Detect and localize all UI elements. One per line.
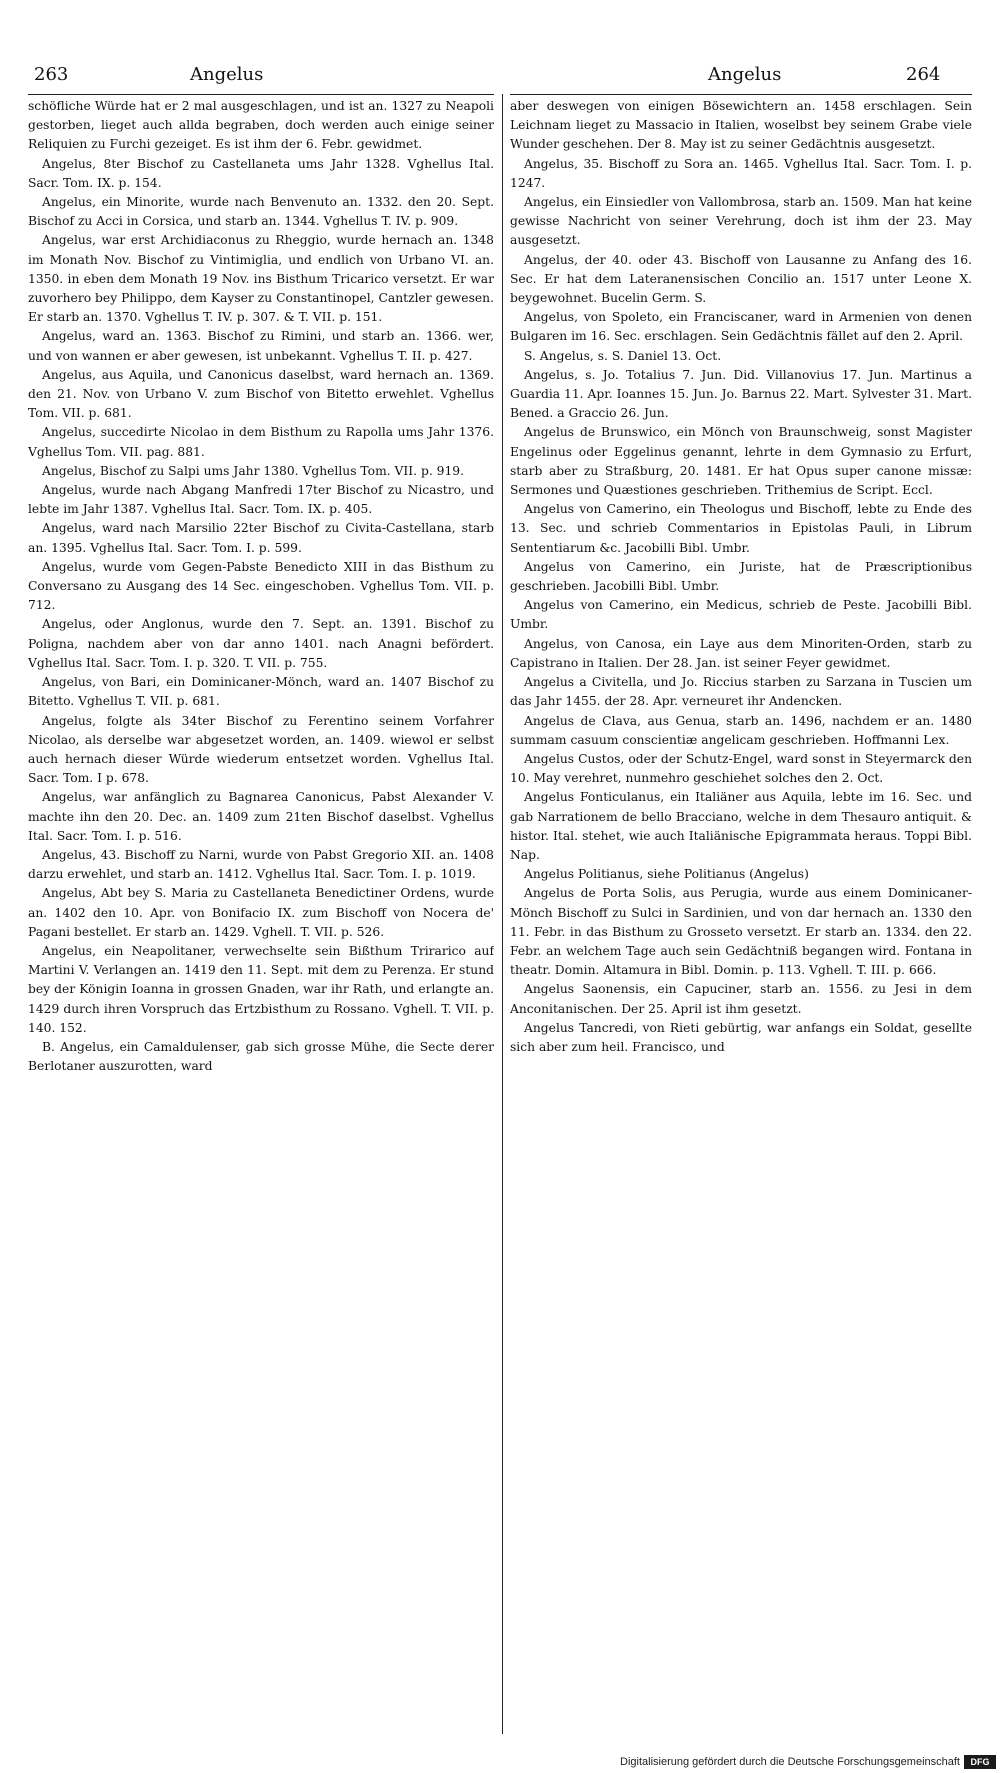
dictionary-entry: Angelus, folgte als 34ter Bischof zu Ferentino seinem Vorfahrer Nicolao, als derselbe war abgesetzet worden, an. 1409. wiewol er selbst auch hernach dieser Würde wiederum entsetzet worden. Vghellus Ital. Sacr. Tom. I p. 678. bbox=[28, 713, 494, 786]
dictionary-entry: Angelus, von Bari, ein Dominicaner-Mönch, ward an. 1407 Bischof zu Bitetto. Vghellus T. VII. p. 681. bbox=[28, 675, 494, 709]
dictionary-entry: schöfliche Würde hat er 2 mal ausgeschlagen, und ist an. 1327 zu Neapoli gestorben, lieget auch allda begraben, doch werden auch einige seiner Reliquien zu Furchi gezeiget. Es ist ihm der 6. Febr. gewidmet. bbox=[28, 99, 494, 152]
dictionary-entry: Angelus, ein Minorite, wurde nach Benvenuto an. 1332. den 20. Sept. Bischof zu Acci in Corsica, und starb an. 1344. Vghellus T. IV. p. 909. bbox=[28, 195, 494, 229]
dictionary-entry: Angelus de Brunswico, ein Mönch von Braunschweig, sonst Magister Engelinus oder Eggelinus genannt, lehrte in dem Gymnasio zu Erfurt, starb aber zu Straßburg, 20. 1481. Er hat Opus super canone missæ: Sermones und Quæstiones geschrieben. Trithemius de Script. Eccl. bbox=[510, 425, 972, 498]
dictionary-entry: Angelus, s. Jo. Totalius 7. Jun. Did. Villanovius 17. Jun. Martinus a Guardia 11. Apr. Ioannes 15. Jun. Jo. Barnus 22. Mart. Sylvester 31. Mart. Bened. a Graccio 26. Jun. bbox=[510, 367, 972, 421]
dictionary-entry: Angelus, aus Aquila, und Canonicus daselbst, ward hernach an. 1369. den 21. Nov. von Urbano V. zum Bischof von Bitetto erwehlet. Vghellus Tom. VII. p. 681. bbox=[28, 367, 494, 421]
dictionary-entry: Angelus, oder Anglonus, wurde den 7. Sept. an. 1391. Bischof zu Poligna, nachdem aber von dar anno 1401. nach Anagni befördert. Vghellus Ital. Sacr. Tom. I. p. 320. T. VII. p. 755. bbox=[28, 617, 494, 670]
left-running-head: Angelus bbox=[190, 64, 264, 85]
dictionary-entry: Angelus de Clava, aus Genua, starb an. 1496, nachdem er an. 1480 summam casuum conscientiæ angelicam geschrieben. Hoffmanni Lex. bbox=[510, 713, 972, 747]
dictionary-entry: B. Angelus, ein Camaldulenser, gab sich grosse Mühe, die Secte derer Berlotaner auszurotten, ward bbox=[28, 1039, 494, 1074]
dictionary-entry: Angelus, Bischof zu Salpi ums Jahr 1380. Vghellus Tom. VII. p. 919. bbox=[42, 463, 465, 478]
dfg-logo: DFG bbox=[964, 1755, 996, 1769]
dictionary-entry: Angelus, Abt bey S. Maria zu Castellaneta Benedictiner Ordens, wurde an. 1402 den 10. Apr. von Bonifacio IX. zum Bischoff von Nocera de' Pagani bestellet. Er starb an. 1429. Vghell. T. VII. p. 526. bbox=[28, 886, 494, 939]
dictionary-entry: Angelus von Camerino, ein Juriste, hat de Præscriptionibus geschrieben. Jacobilli Bibl. Umbr. bbox=[510, 559, 972, 594]
dictionary-entry: Angelus, wurde vom Gegen-Pabste Benedicto XIII in das Bisthum zu Conversano zu Ausgang des 14 Sec. eingeschoben. Vghellus Tom. VII. p. 712. bbox=[28, 559, 494, 613]
dictionary-entry: Angelus, succedirte Nicolao in dem Bisthum zu Rapolla ums Jahr 1376. Vghellus Tom. VII. pag. 881. bbox=[28, 425, 494, 459]
text-columns bbox=[28, 94, 972, 1734]
dictionary-entry: S. Angelus, s. S. Daniel 13. Oct. bbox=[524, 348, 722, 363]
dictionary-entry: Angelus, wurde nach Abgang Manfredi 17ter Bischof zu Nicastro, und lebte im Jahr 1387. Vghellus Ital. Sacr. Tom. IX. p. 405. bbox=[28, 483, 494, 517]
dictionary-entry: Angelus, ward nach Marsilio 22ter Bischof zu Civita-Castellana, starb an. 1395. Vghellus Ital. Sacr. Tom. I. p. 599. bbox=[28, 521, 494, 555]
right-page-number: 264 bbox=[906, 64, 941, 85]
dictionary-entry: Angelus Tancredi, von Rieti gebürtig, war anfangs ein Soldat, gesellte sich aber zum heil. Francisco, und bbox=[510, 1020, 972, 1054]
dictionary-entry: Angelus de Porta Solis, aus Perugia, wurde aus einem Dominicaner-Mönch Bischoff zu Sulci in Sardinien, und von dar hernach an. 1330 den 11. Febr. in das Bisthum zu Grosseto versetzt. Er starb an. 1334. den 22. Febr. an welchem Tage auch sein Gedächtniß begangen wird. Fontana in theatr. Domin. Altamura in Bibl. Domin. p. 113. Vghell. T. III. p. 666. bbox=[510, 886, 972, 978]
dictionary-entry: Angelus von Camerino, ein Medicus, schrieb de Peste. Jacobilli Bibl. Umbr. bbox=[510, 598, 972, 632]
dictionary-entry: Angelus, 8ter Bischof zu Castellaneta ums Jahr 1328. Vghellus Ital. Sacr. Tom. IX. p. 154. bbox=[28, 156, 494, 190]
dictionary-entry: Angelus, ein Neapolitaner, verwechselte sein Bißthum Trirarico auf Martini V. Verlangen an. 1419 den 11. Sept. mit dem zu Perenza. Er stund bey der Königin Ioanna in grossen Gnaden, war ihr Rath, und erlangte an. 1429 durch ihren Vorspruch das Ertzbisthum zu Rossano. Vghell. T. VII. p. 140. 152. bbox=[28, 943, 494, 1035]
dictionary-entry: Angelus, von Canosa, ein Laye aus dem Minoriten-Orden, starb zu Capistrano in Italien. Der 28. Jan. ist seiner Feyer gewidmet. bbox=[510, 636, 972, 670]
dictionary-entry: Angelus, war erst Archidiaconus zu Rheggio, wurde hernach an. 1348 im Monath Nov. Bischof zu Vintimiglia, und endlich von Urbano VI. an. 1350. in eben dem Monath 19 Nov. ins Bisthum Tricarico versetzt. Er war zuvorhero bey Philippo, dem Kayser zu Constantinopel, Cantzler gewesen. Er starb an. 1370. Vghellus T. IV. p. 307. & T. VII. p. 151. bbox=[28, 233, 494, 325]
dictionary-entry: Angelus Custos, oder der Schutz-Engel, ward sonst in Steyermarck den 10. May verehret, nunmehro geschiehet solches den 2. Oct. bbox=[510, 751, 972, 786]
dictionary-entry: Angelus von Camerino, ein Theologus und Bischoff, lebte zu Ende des 13. Sec. und schrieb Commentarios in Epistolas Pauli, in Librum Sententiarum &c. Jacobilli Bibl. Umbr. bbox=[510, 502, 972, 555]
right-column bbox=[510, 94, 972, 1737]
right-running-head: Angelus bbox=[708, 64, 782, 85]
dictionary-entry: Angelus, ein Einsiedler von Vallombrosa, starb an. 1509. Man hat keine gewisse Nachricht von seiner Verehrung, doch ist ihm der 23. May ausgesetzt. bbox=[510, 195, 972, 248]
dictionary-entry: Angelus, war anfänglich zu Bagnarea Canonicus, Pabst Alexander V. machte ihn den 20. Dec. an. 1409 zum 21ten Bischof daselbst. Vghellus Ital. Sacr. Tom. I. p. 516. bbox=[28, 790, 494, 843]
book-page bbox=[28, 58, 972, 1738]
funding-credit: Digitalisierung gefördert durch die Deutsche Forschungsgemeinschaft bbox=[620, 1756, 960, 1768]
dictionary-entry: Angelus, 35. Bischoff zu Sora an. 1465. Vghellus Ital. Sacr. Tom. I. p. 1247. bbox=[510, 156, 972, 190]
dictionary-entry: Angelus Fonticulanus, ein Italiäner aus Aquila, lebte im 16. Sec. und gab Narrationem de bello Bracciano, welche in dem Thesauro antiquit. & histor. Ital. stehet, wie auch Italiänische Epigrammata heraus. Toppi Bibl. Nap. bbox=[510, 790, 972, 862]
dictionary-entry: aber deswegen von einigen Bösewichtern an. 1458 erschlagen. Sein Leichnam lieget zu Massacio in Italien, woselbst bey seinem Grabe viele Wunder geschehen. Der 8. May ist zu seiner Gedächtnis ausgesetzt. bbox=[510, 99, 972, 152]
left-page-number: 263 bbox=[34, 64, 69, 85]
column-divider bbox=[502, 94, 503, 1734]
dictionary-entry: Angelus, ward an. 1363. Bischof zu Rimini, und starb an. 1366. wer, und von wannen er aber gewesen, ist unbekannt. Vghellus T. II. p. 427. bbox=[28, 329, 494, 363]
dictionary-entry: Angelus a Civitella, und Jo. Riccius starben zu Sarzana in Tuscien um das Jahr 1455. der 28. Apr. verneuret ihr Andencken. bbox=[510, 675, 972, 709]
dictionary-entry: Angelus, der 40. oder 43. Bischoff von Lausanne zu Anfang des 16. Sec. Er hat dem Lateranensischen Concilio an. 1517 unter Leone X. beygewohnet. Bucelin Germ. S. bbox=[510, 252, 972, 306]
dictionary-entry: Angelus, von Spoleto, ein Franciscaner, ward in Armenien von denen Bulgaren im 16. Sec. erschlagen. Sein Gedächtnis fället auf den 2. April. bbox=[510, 310, 972, 344]
dictionary-entry: Angelus Politianus, siehe Politianus (Angelus) bbox=[524, 867, 809, 882]
page-header bbox=[28, 58, 972, 92]
footer bbox=[0, 1753, 1000, 1773]
dictionary-entry: Angelus, 43. Bischoff zu Narni, wurde von Pabst Gregorio XII. an. 1408 darzu erwehlet, und starb an. 1412. Vghellus Ital. Sacr. Tom. I. p. 1019. bbox=[28, 847, 494, 882]
dictionary-entry: Angelus Saonensis, ein Capuciner, starb an. 1556. zu Jesi in dem Anconitanischen. Der 25. April ist ihm gesetzt. bbox=[510, 982, 972, 1016]
left-column bbox=[28, 94, 494, 1737]
